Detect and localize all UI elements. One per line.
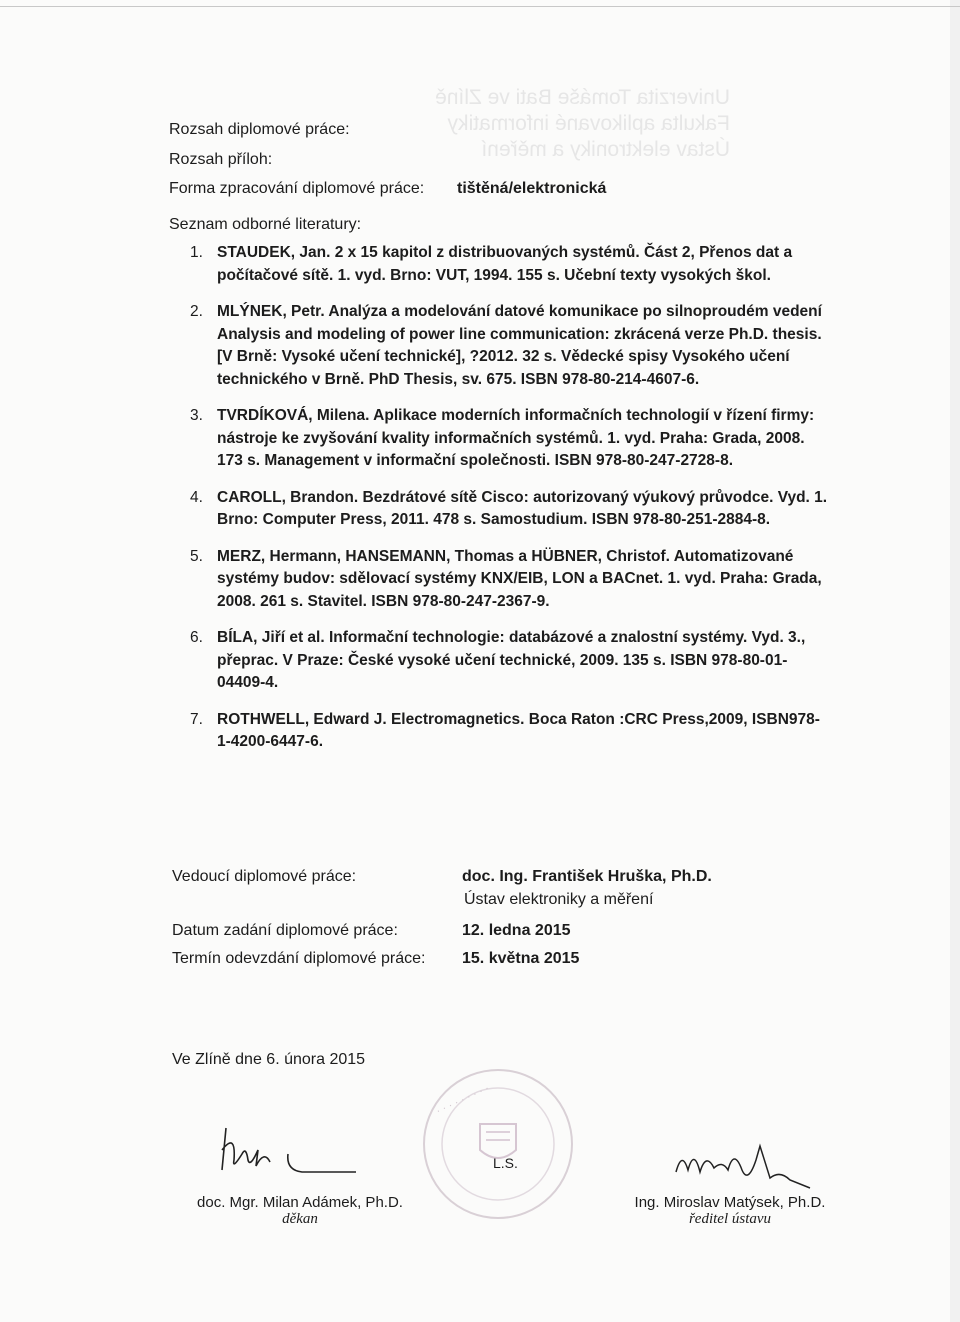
supervisor-name: doc. Ing. František Hruška, Ph.D.	[462, 868, 712, 885]
reference-item: 1. STAUDEK, Jan. 2 x 15 kapitol z distribuovaných systémů. Část 2, Přenos dat a počítačové sítě. 1. vyd. Brno: VUT, 1994. 155 s. Učební texty vysokých škol.	[190, 244, 793, 284]
thesis-form-value: tištěná/elektronická	[457, 180, 607, 197]
stamp-label: L.S.	[493, 1155, 518, 1171]
reference-item: 6. BÍLA, Jiří et al. Informační technologie: databázové a znalostní systémy. Vyd. 3., přeprac. V Praze: České vysoké učení technické, 2009. 135 s. ISBN 978-80-01-04409-4.	[190, 629, 806, 691]
director-name: Ing. Miroslav Matýsek, Ph.D.	[634, 1194, 826, 1211]
page-top-line	[0, 6, 960, 7]
director-signature	[670, 1130, 820, 1190]
reference-text: ROTHWELL, Edward J. Electromagnetics. Boca Raton :CRC Press,2009, ISBN978-1-4200-6447-6.	[217, 710, 820, 750]
dean-role: děkan	[282, 1211, 318, 1227]
thesis-form-label: Forma zpracování diplomové práce:	[169, 180, 425, 197]
supervisor-label: Vedoucí diplomové práce:	[172, 868, 357, 885]
assignment-date-row	[172, 922, 571, 940]
supervisor-department: Ústav elektroniky a měření	[464, 891, 654, 908]
bleed-through-text: Univerzita Tomáše Bati ve Zlíně Fakulta aplikované informatiky Ústav elektroniky a měření	[435, 86, 730, 161]
reference-item: 2. MLÝNEK, Petr. Analýza a modelování datové komunikace po silnoproudém vedení Analysis and modeling of power line communication: zkrácená verze Ph.D. thesis. [V Brně: Vysoké učení technické], ?2012. 32 s. Vědecké spisy Vysokého učení technického v Brně. PhD Thesis, sv. 675. ISBN 978-80-214-4607-6.	[190, 303, 822, 388]
director-signature-block	[620, 1194, 840, 1228]
supervisor-row	[172, 868, 712, 886]
dean-signature-block	[190, 1194, 410, 1228]
submission-deadline-label: Termín odevzdání diplomové práce:	[172, 950, 426, 967]
assignment-date-label: Datum zadání diplomové práce:	[172, 922, 398, 939]
reference-text: MERZ, Hermann, HANSEMANN, Thomas a HÜBNER, Christof. Automatizované systémy budov: sdělovací systémy KNX/EIB, LON a BACnet. 1. vyd. Praha: Grada, 2008. 261 s. Stavitel. ISBN 978-80-247-2367-9.	[217, 547, 822, 610]
reference-item: 4. CAROLL, Brandon. Bezdrátové sítě Cisco: autorizovaný výukový průvodce. Vyd. 1. Brno: Computer Press, 2011. 478 s. Samostudium. ISBN 978-80-251-2884-8.	[190, 488, 828, 528]
reference-text: CAROLL, Brandon. Bezdrátové sítě Cisco: autorizovaný výukový průvodce. Vyd. 1. Brno: Computer Press, 2011. 478 s. Samostudium. ISBN 978-80-251-2884-8.	[217, 488, 828, 528]
reference-text: MLÝNEK, Petr. Analýza a modelování datové komunikace po silnoproudém vedení Analysis and modeling of power line communication: zkrácená verze Ph.D. thesis. [V Brně: Vysoké učení technické], ?2012. 32 s. Vědecké spisy Vysokého učení technického v Brně. PhD Thesis, sv. 675. ISBN 978-80-214-4607-6.	[217, 303, 822, 388]
thesis-scope-label: Rozsah diplomové práce:	[169, 121, 350, 138]
reference-item: 5. MERZ, Hermann, HANSEMANN, Thomas a HÜBNER, Christof. Automatizované systémy budov: sdělovací systémy KNX/EIB, LON a BACnet. 1. vyd. Praha: Grada, 2008. 261 s. Stavitel. ISBN 978-80-247-2367-9.	[190, 547, 822, 610]
svg-text:· · · · · · · · ·: · · · · · · · · ·	[434, 1082, 492, 1118]
literature-heading: Seznam odborné literatury:	[169, 216, 362, 233]
reference-item: 3. TVRDÍKOVÁ, Milena. Aplikace moderních informačních technologií v řízení firmy: nástroje ke zvyšování kvality informačních systémů. 1. vyd. Praha: Grada, 2008. 173 s. Management v informační společnosti. ISBN 978-80-247-2728-8.	[190, 407, 815, 469]
reference-item: 7. ROTHWELL, Edward J. Electromagnetics. Boca Raton :CRC Press,2009, ISBN978-1-4200-6447-6.	[190, 710, 820, 750]
dean-signature	[196, 1120, 366, 1180]
thesis-form-row	[169, 178, 729, 200]
university-seal-stamp	[420, 1066, 576, 1222]
reference-text: BÍLA, Jiří et al. Informační technologie: databázové a znalostní systémy. Vyd. 3., přeprac. V Praze: České vysoké učení technické, 2009. 135 s. ISBN 978-80-01-04409-4.	[217, 629, 806, 691]
dean-name: doc. Mgr. Milan Adámek, Ph.D.	[197, 1194, 403, 1211]
assignment-date: 12. ledna 2015	[462, 922, 571, 939]
director-role: ředitel ústavu	[688, 1211, 772, 1227]
submission-date-row	[172, 950, 579, 968]
reference-text: TVRDÍKOVÁ, Milena. Aplikace moderních informačních technologií v řízení firmy: nástroje ke zvyšování kvality informačních systémů. 1. vyd. Praha: Grada, 2008. 173 s. Management v informační společnosti. ISBN 978-80-247-2728-8.	[217, 407, 815, 469]
page-edge	[950, 0, 960, 1322]
attachments-scope-label: Rozsah příloh:	[169, 151, 273, 168]
reference-text: STAUDEK, Jan. 2 x 15 kapitol z distribuovaných systémů. Část 2, Přenos dat a počítačové sítě. 1. vyd. Brno: VUT, 1994. 155 s. Učební texty vysokých škol.	[217, 244, 793, 284]
place-date: Ve Zlíně dne 6. února 2015	[172, 1051, 366, 1068]
reference-list	[190, 242, 830, 768]
submission-deadline: 15. května 2015	[462, 950, 580, 967]
